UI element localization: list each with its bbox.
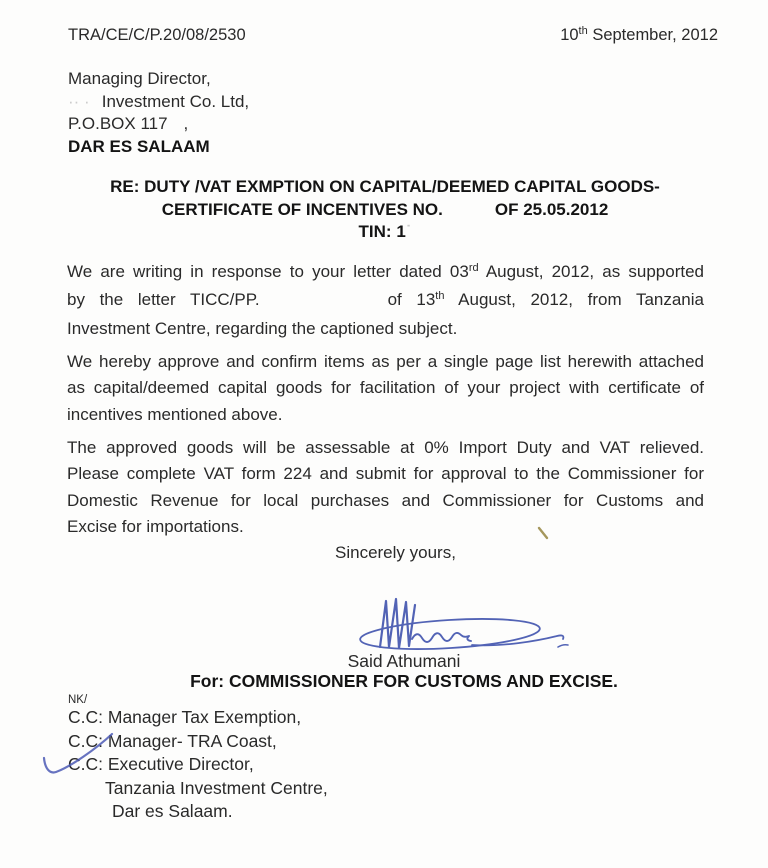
redacted-text-remnant: ·· ·: [68, 91, 90, 111]
text-line: Investment Centre, regarding the captioned subject.: [67, 318, 458, 338]
text-line: incentives mentioned above.: [67, 404, 283, 424]
body-paragraph-1: [67, 259, 704, 342]
text-line: TIN: 1˙: [358, 222, 412, 241]
cc-item: C.C: Manager Tax Exemption,: [68, 707, 302, 727]
recipient-block: [68, 68, 468, 158]
typist-initials: NK/: [68, 694, 88, 706]
reference-number: TRA/CE/C/P.20/08/2530: [68, 26, 246, 44]
text-line: as capital/deemed capital goods for facilitation of your project with certificate of: [67, 378, 704, 398]
pen-mark-annotation: [536, 526, 552, 542]
text-line: by the letter TICC/PP. of 13th August, 2012, from Tanzania: [67, 290, 704, 310]
text-line: The approved goods will be assessable at 0% Import Duty and VAT relieved.: [67, 438, 704, 457]
date-month-year: September, 2012: [587, 26, 718, 44]
text-line: DAR ES SALAAM: [68, 136, 210, 156]
cc-item: Dar es Salaam.: [112, 801, 233, 822]
cc-item: C.C: Executive Director,: [68, 754, 254, 775]
pen-tick-annotation: [36, 726, 126, 782]
cc-item: C.C: Manager- TRA Coast,: [68, 730, 277, 751]
text-line: We are writing in response to your letter dated 03rd August, 2012, as supported: [67, 262, 704, 281]
text-line: We hereby approve and confirm items as per a single page list herewith attached: [67, 352, 704, 371]
text-line: Excise for importations.: [67, 517, 244, 537]
text-line: CERTIFICATE OF INCENTIVES NO. OF 25.05.2012: [161, 199, 609, 219]
cc-item: Tanzania Investment Centre,: [105, 777, 328, 798]
text-line: Domestic Revenue for local purchases and Commissioner for Customs and: [67, 490, 704, 510]
signer-title: For: COMMISSIONER FOR CUSTOMS AND EXCISE.: [190, 671, 618, 691]
signature-ink: [352, 595, 576, 659]
subject-block: [66, 176, 704, 244]
text-line: ·· · Investment Co. Ltd,: [68, 91, 250, 111]
text-line: RE: DUTY /VAT EXMPTION ON CAPITAL/DEEMED CAPITAL GOODS-: [110, 177, 660, 196]
date-day: 10: [560, 26, 579, 44]
text-line: Managing Director,: [68, 69, 211, 88]
text-line: P.O.BOX 117 ,: [68, 114, 189, 133]
date-ordinal-suffix: th: [578, 25, 588, 37]
valediction: Sincerely yours,: [335, 543, 456, 562]
signer-name: Said Athumani: [347, 651, 461, 671]
body-paragraph-2: [67, 349, 704, 428]
text-line: Please complete VAT form 224 and submit for approval to the Commissioner for: [67, 464, 704, 484]
letter-date: [560, 26, 718, 45]
redacted-text-remnant: ˙: [405, 222, 412, 241]
body-paragraph-3: [67, 435, 704, 541]
